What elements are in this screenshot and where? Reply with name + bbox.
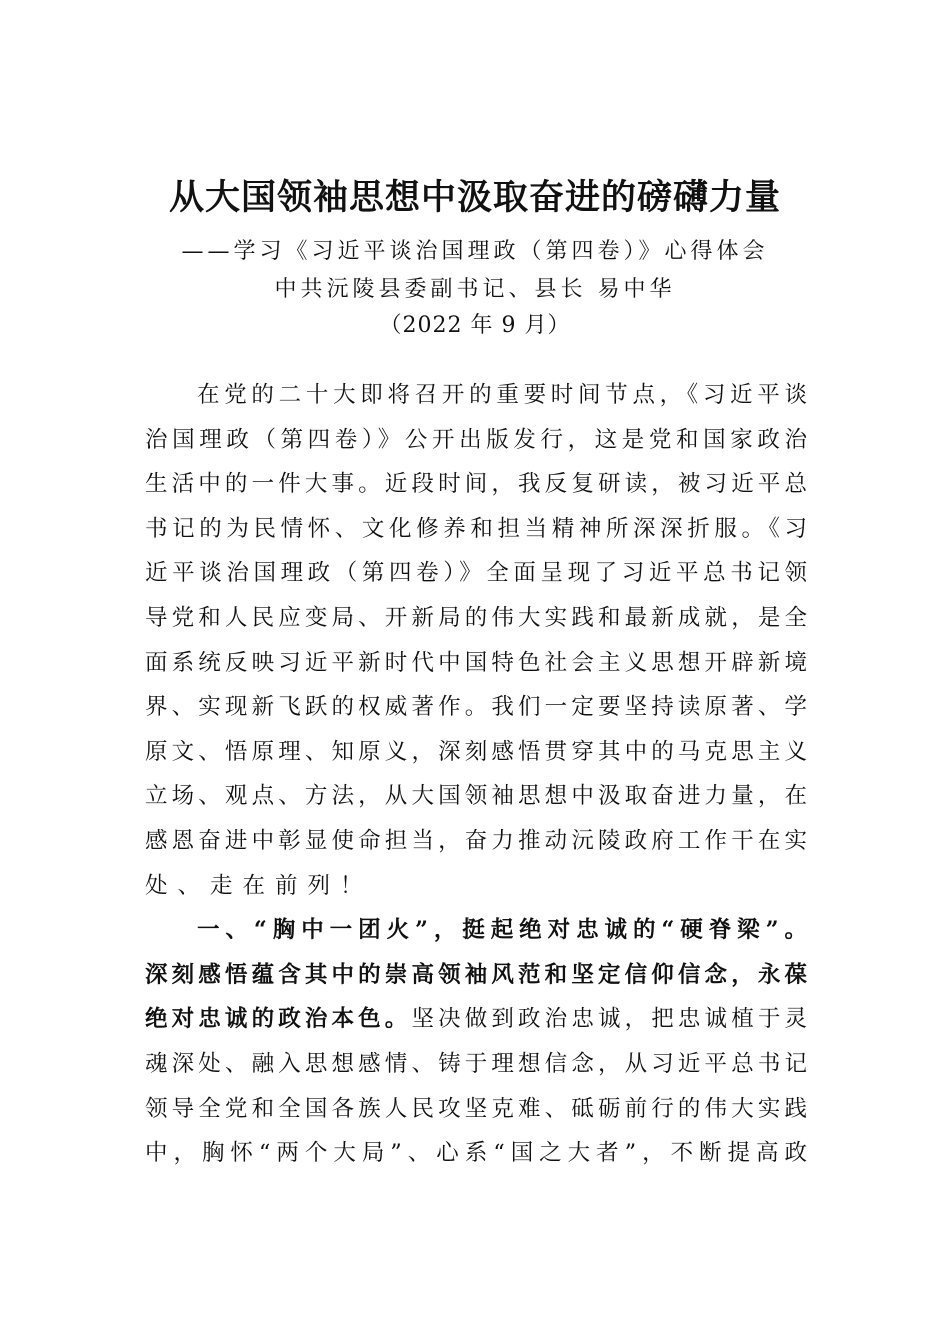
text-line: 立场、观点、方法，从大国领袖思想中汲取奋进力量，在 [145, 783, 807, 810]
paragraph-intro [145, 378, 807, 913]
document-title: 从大国领袖思想中汲取奋进的磅礴力量 [168, 178, 781, 217]
text-line: 中，胸怀“两个大局”、心系“国之大者”，不断提高政 [145, 1140, 807, 1167]
document-subtitle: ——学习《习近平谈治国理政（第四卷）》心得体会 [181, 239, 769, 264]
text-line: 面系统反映习近平新时代中国特色社会主义思想开辟新境 [145, 649, 807, 676]
text-line: 导党和人民应变局、开新局的伟大实践和最新成就，是全 [145, 604, 807, 631]
text-line: 生活中的一件大事。近段时间，我反复研读，被习近平总 [145, 471, 807, 498]
paragraph-section-one [145, 913, 807, 1181]
author-line: 中共沅陵县委副书记、县长 易中华 [274, 277, 676, 302]
text-line: 治国理政（第四卷）》公开出版发行，这是党和国家政治 [145, 426, 807, 453]
text-line: 处、走在前列！ [145, 872, 373, 899]
document-body [145, 378, 807, 1181]
section-heading: 一、“胸中一团火”，挺起绝对忠诚的“硬脊梁”。 [197, 917, 807, 944]
text-line-bold: 深刻感悟蕴含其中的崇高领袖风范和坚定信仰信念，永葆 [145, 961, 807, 988]
text-line: 领导全党和全国各族人民攻坚克难、砥砺前行的伟大实践 [145, 1095, 807, 1122]
text-line: 界、实现新飞跃的权威著作。我们一定要坚持读原著、学 [145, 694, 807, 721]
normal-segment: 坚决做到政治忠诚，把忠诚植于灵 [411, 1006, 807, 1033]
text-line-mixed [145, 1002, 807, 1047]
text-line: 原文、悟原理、知原义，深刻感悟贯穿其中的马克思主义 [145, 738, 807, 765]
date-line: （2022 年 9 月） [379, 313, 571, 338]
text-line: 魂深处、融入思想感情、铸于理想信念，从习近平总书记 [145, 1050, 807, 1077]
text-line: 书记的为民情怀、文化修养和担当精神所深深折服。《习 [145, 515, 807, 542]
text-line: 近平谈治国理政（第四卷）》全面呈现了习近平总书记领 [145, 560, 807, 587]
text-line: 感恩奋进中彰显使命担当，奋力推动沅陵政府工作干在实 [145, 827, 807, 854]
bold-segment: 绝对忠诚的政治本色。 [145, 1006, 412, 1033]
text-line: 在党的二十大即将召开的重要时间节点，《习近平谈 [197, 382, 807, 408]
